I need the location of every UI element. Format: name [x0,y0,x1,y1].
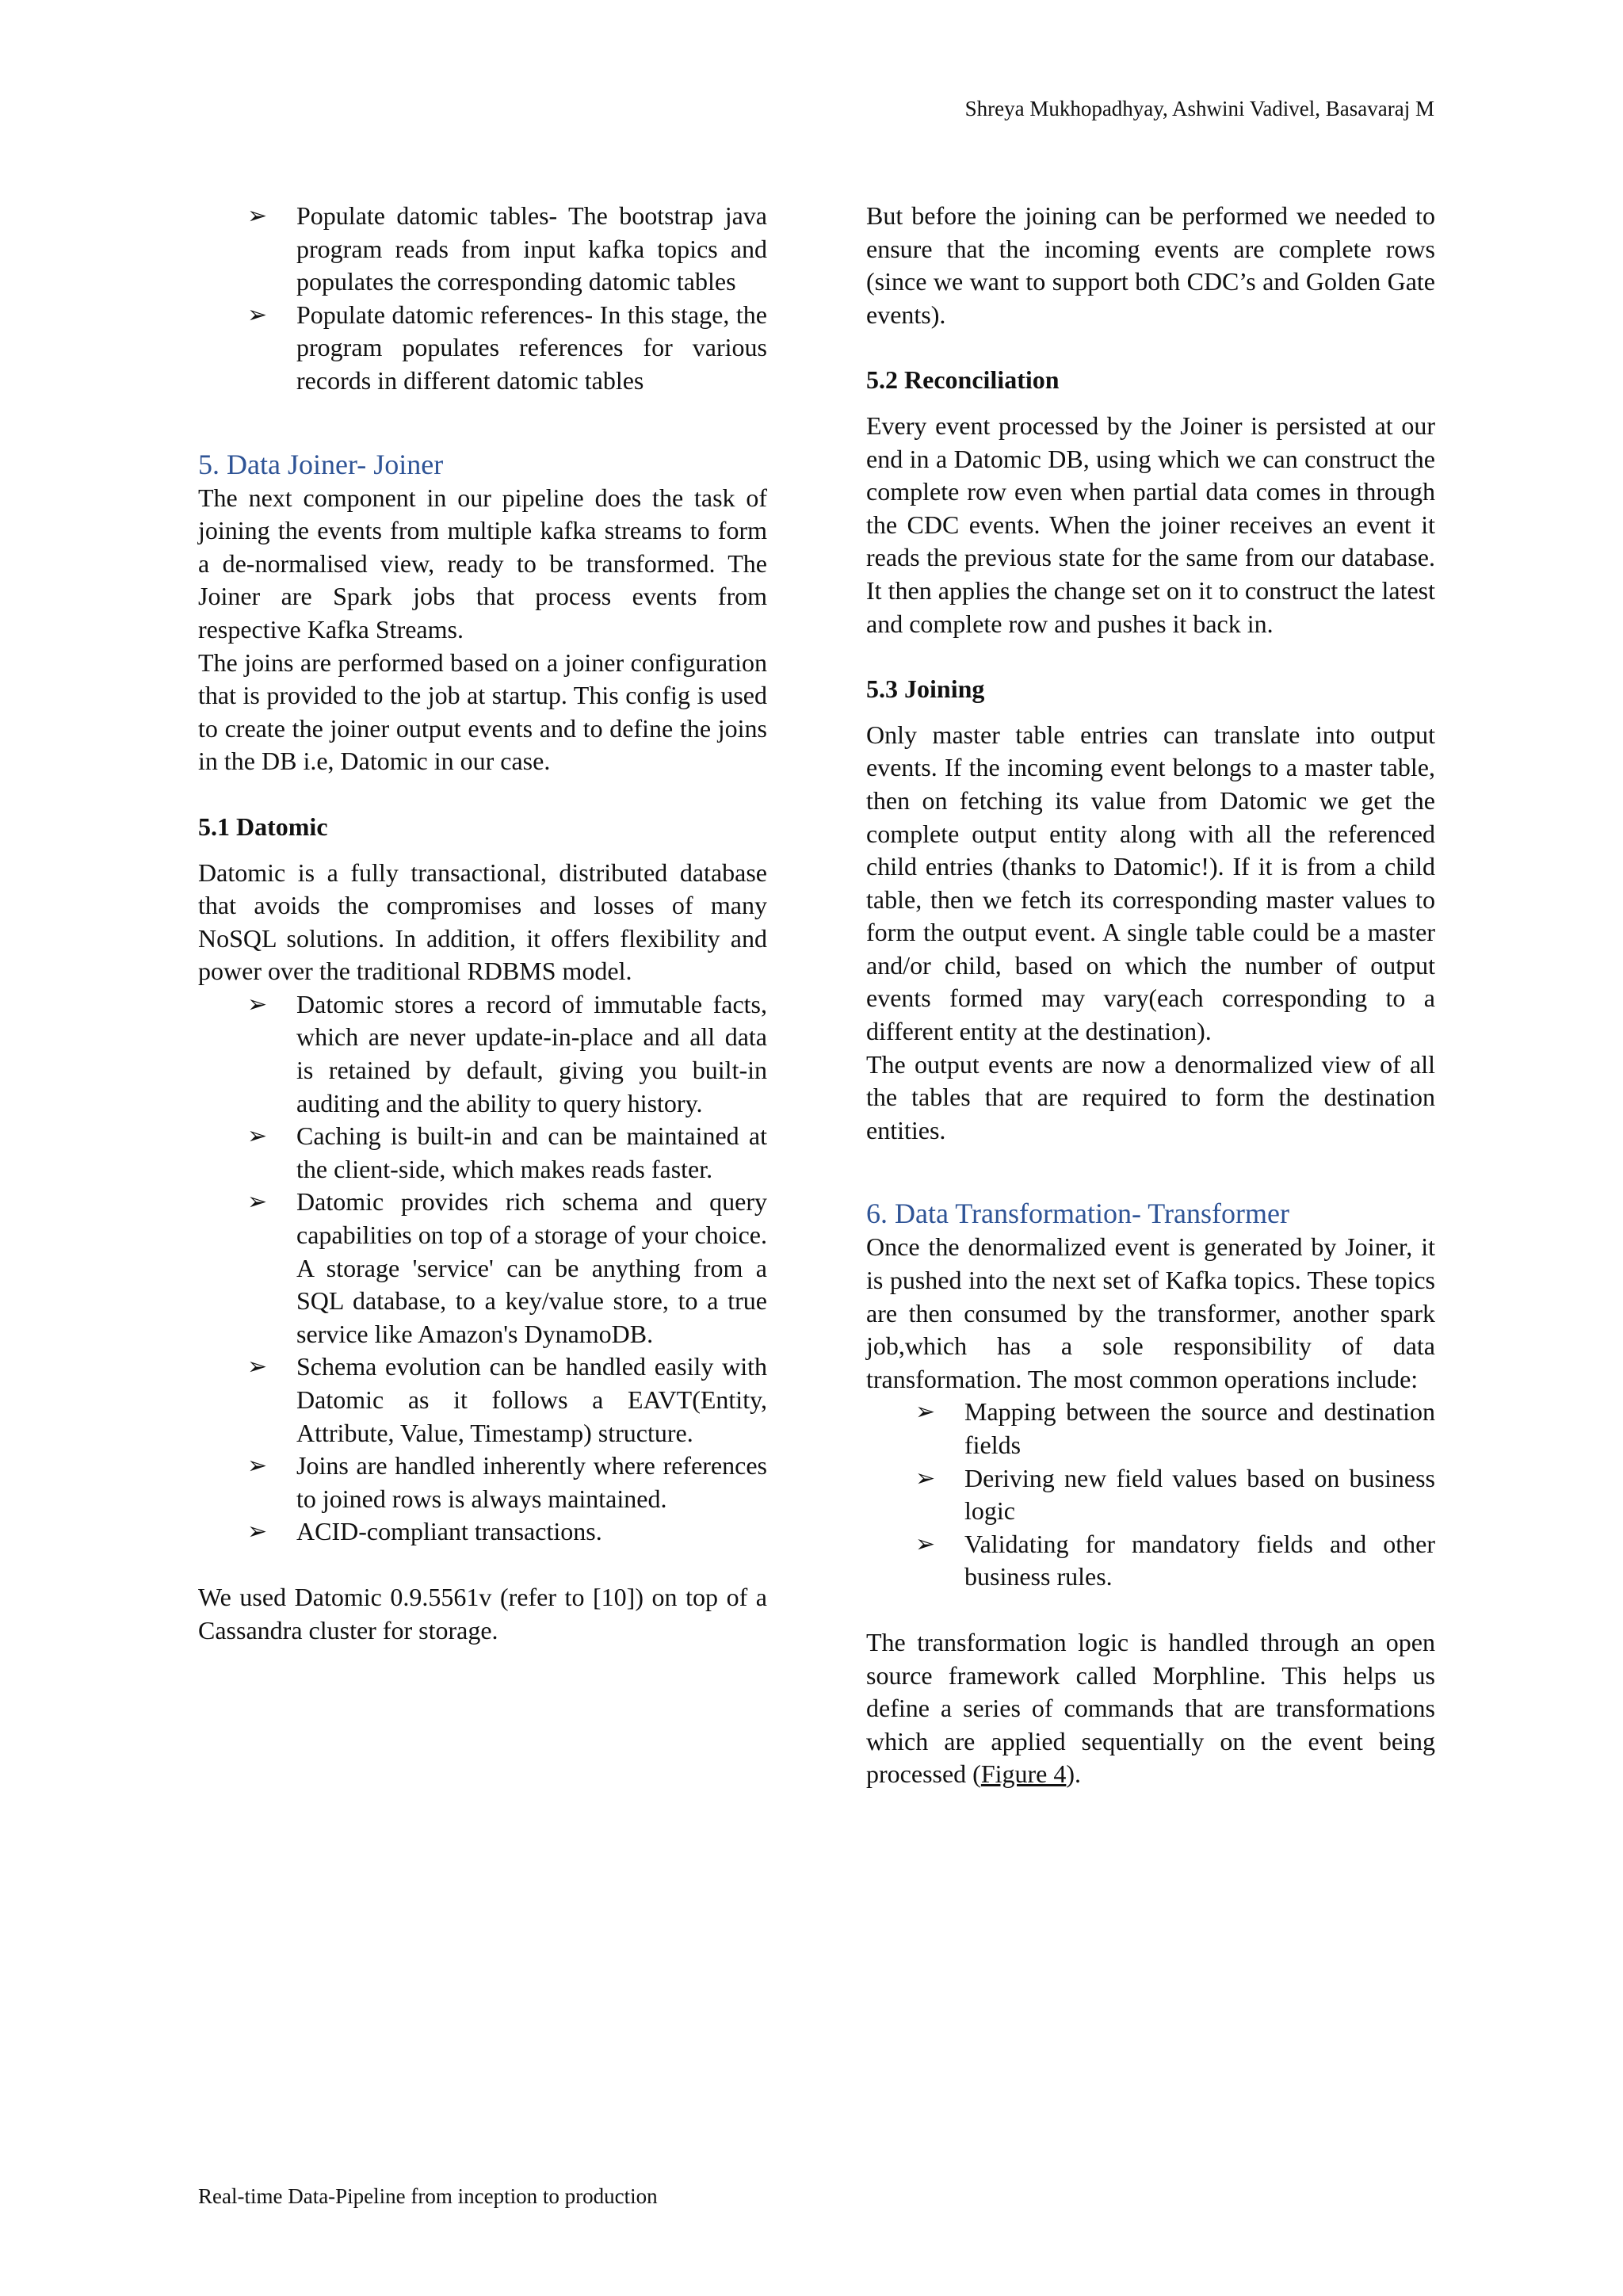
list-item: ➢ ACID-compliant transactions. [296,1515,767,1549]
transform-operations-list [866,1396,1435,1594]
section-heading: 5. Data Joiner- Joiner [198,448,444,480]
left-column [198,200,767,1647]
running-footer: Real-time Data-Pipeline from inception to production [198,2184,658,2208]
paragraph: Once the denormalized event is generated by Joiner, it is pushed into the next set of Kafka topics. These topics are then consumed by the transformer, another spark job,which has a sole responsibility of data transformation. The most common operations include: [866,1232,1435,1393]
list-item: ➢ Joins are handled inherently where references to joined rows is always maintained. [247,1451,767,1513]
list-item: ➢ Mapping between the source and destination fields [915,1397,1435,1459]
right-column [866,200,1435,1791]
list-item: ➢ Populate datomic tables- The bootstrap java program reads from input kafka topics and populates the corresponding datomic tables [247,201,767,296]
paragraph: Every event processed by the Joiner is persisted at our end in a Datomic DB, using which we can construct the complete row even when partial data comes in through the CDC events. When the joiner receives an event it reads the previous state for the same from our database. It then applies the change set on it to construct the latest and complete row and pushes it back in. [866,411,1435,638]
running-header: Shreya Mukhopadhyay, Ashwini Vadivel, Basavaraj M [964,97,1434,120]
section-heading: 6. Data Transformation- Transformer [866,1198,1289,1230]
subsection-heading: 5.3 Joining [866,674,985,704]
arrow-bullet-icon: ➢ [247,1518,268,1546]
paragraph: The joins are performed based on a joiner configuration that is provided to the job at startup. This config is used to create the joiner output events and to define the joins in the DB i.e, Datomic in our case. [198,648,767,776]
paragraph: We used Datomic 0.9.5561v (refer to [10]) on top of a Cassandra cluster for storage. [198,1582,767,1645]
subsection-heading: 5.1 Datomic [198,812,328,841]
list-item: ➢ Datomic provides rich schema and query capabilities on top of a storage of your choice. A storage 'service' can be anything from a SQL database, to a key/value store, to a true service like Amazon's DynamoDB. [247,1187,767,1348]
paragraph: But before the joining can be performed we needed to ensure that the incoming events are complete rows (since we want to support both CDC’s and Golden Gate events). [866,201,1435,329]
arrow-bullet-icon: ➢ [247,1452,268,1480]
list-item: ➢ Populate datomic references- In this stage, the program populates references for various records in different datomic tables [247,300,767,395]
paragraph: Datomic is a fully transactional, distributed database that avoids the compromises and losses of many NoSQL solutions. In addition, it offers flexibility and power over the traditional RDBMS model. [198,858,767,986]
paragraph: The transformation logic is handled through an open source framework called Morphline. This helps us define a series of commands that are transformations which are applied sequentially on the event being processed (Figure 4). [866,1627,1435,1789]
list-item: ➢ Deriving new field values based on business logic [915,1463,1435,1526]
arrow-bullet-icon: ➢ [915,1398,936,1427]
arrow-bullet-icon: ➢ [247,990,268,1018]
figure-4-link[interactable]: Figure 4 [980,1759,1067,1789]
arrow-bullet-icon: ➢ [915,1530,936,1558]
arrow-bullet-icon: ➢ [247,300,268,329]
list-item: ➢ Caching is built-in and can be maintained at the client-side, which makes reads faster. [247,1121,767,1183]
list-item: ➢ Validating for mandatory fields and other business rules. [915,1529,1435,1591]
arrow-bullet-icon: ➢ [247,202,268,230]
paragraph: The next component in our pipeline does the task of joining the events from multiple kafka streams to form a de-normalised view, ready to be transformed. The Joiner are Spark jobs that process events from respective Kafka Streams. [198,483,767,644]
arrow-bullet-icon: ➢ [915,1464,936,1492]
bootstrap-steps-list [198,200,767,398]
arrow-bullet-icon: ➢ [247,1122,268,1151]
list-item: ➢ Datomic stores a record of immutable facts, which are never update-in-place and all data is retained by default, giving you built-in auditing and the ability to query history. [247,989,767,1117]
datomic-features-list [198,988,767,1549]
arrow-bullet-icon: ➢ [247,1353,268,1381]
arrow-bullet-icon: ➢ [247,1188,268,1217]
paragraph: Only master table entries can translate into output events. If the incoming event belongs to a master table, then on fetching its value from Datomic we get the complete output entity along with all the referenced child entries (thanks to Datomic!). If it is from a child table, then we fetch its corresponding master values to form the output event. A single table could be a master and/or child, based on which the number of output events formed may vary(each corresponding to a different entity at the destination). [866,720,1435,1046]
list-item: ➢ Schema evolution can be handled easily with Datomic as it follows a EAVT(Entity, Attribute, Value, Timestamp) structure. [247,1352,767,1447]
paragraph: The output events are now a denormalized view of all the tables that are required to form the destination entities. [866,1049,1435,1144]
subsection-heading: 5.2 Reconciliation [866,365,1060,395]
